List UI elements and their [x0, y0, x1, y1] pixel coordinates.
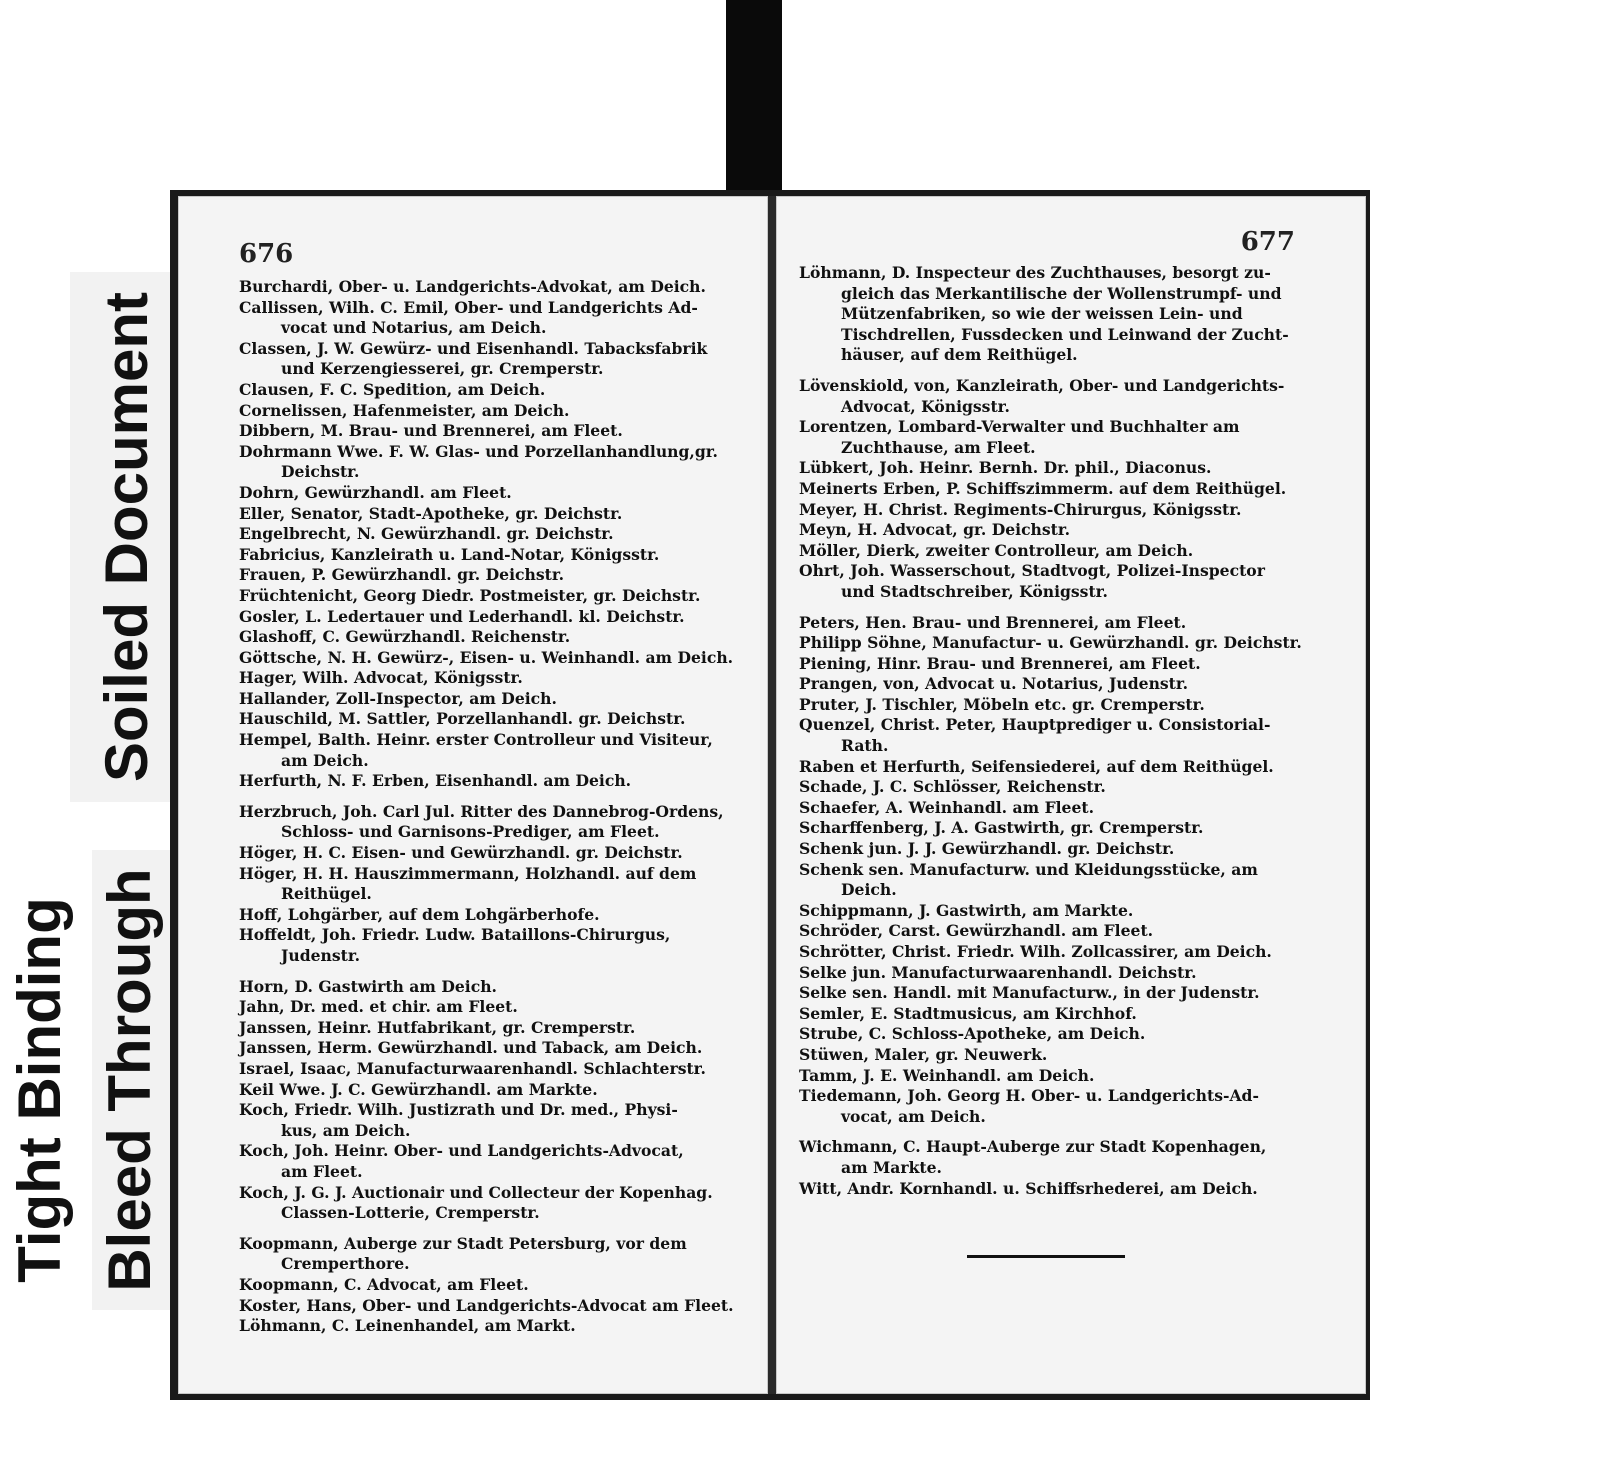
entry-continuation-line: Cremperthore. [281, 1254, 410, 1274]
entry-line: Piening, Hinr. Brau- und Brennerei, am Fleet. [799, 653, 1201, 673]
entry-line: Schenk jun. J. J. Gewürzhandl. gr. Deichstr. [799, 839, 1175, 859]
directory-entry [239, 1234, 749, 1275]
directory-entry [239, 607, 749, 628]
directory-entry [239, 709, 749, 730]
directory-entry [239, 565, 749, 586]
entry-continuation-line: Advocat, Königsstr. [841, 396, 1010, 416]
entry-line: Pruter, J. Tischler, Möbeln etc. gr. Cremperstr. [799, 694, 1205, 714]
entry-line: Jahn, Dr. med. et chir. am Fleet. [239, 997, 518, 1017]
entry-continuation-line: Deichstr. [281, 462, 360, 482]
directory-entry [239, 545, 749, 566]
entry-line: Janssen, Heinr. Hutfabrikant, gr. Cremperstr. [239, 1017, 636, 1037]
entry-line: Hempel, Balth. Heinr. erster Controlleur und Visiteur, [239, 730, 713, 750]
entry-line: Burchardi, Ober- u. Landgerichts-Advokat, am Deich. [239, 277, 706, 296]
directory-entry [799, 654, 1309, 675]
directory-entry [239, 771, 749, 792]
directory-entry [239, 298, 749, 339]
directory-entry [239, 339, 749, 380]
directory-entry [239, 925, 749, 966]
entry-line: Clausen, F. C. Spedition, am Deich. [239, 379, 546, 399]
entry-line: Möller, Dierk, zweiter Controlleur, am Deich. [799, 540, 1194, 560]
directory-entry [799, 963, 1309, 984]
directory-entry [239, 380, 749, 401]
entry-line: Schröder, Carst. Gewürzhandl. am Fleet. [799, 921, 1154, 941]
directory-entry [239, 997, 749, 1018]
soiled-document-stamp: Soiled Document [93, 291, 160, 783]
entry-line: Engelbrecht, N. Gewürzhandl. gr. Deichstr. [239, 524, 614, 544]
entry-line: Philipp Söhne, Manufactur- u. Gewürzhandl. gr. Deichstr. [799, 633, 1302, 653]
directory-entry [239, 442, 749, 483]
directory-entry [239, 843, 749, 864]
entry-continuation-line: vocat und Notarius, am Deich. [281, 318, 547, 338]
directory-entry [799, 942, 1309, 963]
entry-continuation-line: Classen-Lotterie, Cremperstr. [281, 1203, 540, 1223]
directory-entry [799, 1045, 1309, 1066]
entry-line: Dohrn, Gewürzhandl. am Fleet. [239, 482, 512, 502]
directory-entry [239, 627, 749, 648]
entry-line: Wichmann, C. Haupt-Auberge zur Stadt Kopenhagen, [799, 1137, 1267, 1157]
entry-line: Lübkert, Joh. Heinr. Bernh. Dr. phil., Diaconus. [799, 458, 1212, 478]
entry-line: Schenk sen. Manufacturw. und Kleidungsstücke, am [799, 859, 1258, 879]
entry-continuation-line: und Stadtschreiber, Königsstr. [841, 581, 1108, 601]
entry-line: Hauschild, M. Sattler, Porzellanhandl. gr. Deichstr. [239, 709, 686, 729]
directory-entry [239, 905, 749, 926]
entry-line: Meyn, H. Advocat, gr. Deichstr. [799, 520, 1071, 540]
entry-line: Koopmann, Auberge zur Stadt Petersburg, vor dem [239, 1233, 687, 1253]
entry-line: Lövenskiold, von, Kanzleirath, Ober- und Landgerichts- [799, 375, 1285, 395]
entry-line: Prangen, von, Advocat u. Notarius, Judenstr. [799, 674, 1189, 694]
directory-entries [799, 263, 1309, 1199]
entry-line: Semler, E. Stadtmusicus, am Kirchhof. [799, 1003, 1137, 1023]
entry-line: Herfurth, N. F. Erben, Eisenhandl. am Deich. [239, 771, 632, 791]
directory-entry [239, 1141, 749, 1182]
directory-entry [799, 777, 1309, 798]
directory-entry [799, 901, 1309, 922]
directory-entry [239, 1316, 749, 1337]
entry-line: Koster, Hans, Ober- und Landgerichts-Advocat am Fleet. [239, 1295, 734, 1315]
directory-entry [799, 417, 1309, 458]
entry-continuation-line: Reithügel. [281, 884, 372, 904]
entry-line: Dibbern, M. Brau- und Brennerei, am Fleet. [239, 421, 623, 441]
directory-entry [799, 1024, 1309, 1045]
directory-entry [799, 715, 1309, 756]
entry-line: Schade, J. C. Schlösser, Reichenstr. [799, 777, 1106, 797]
entry-continuation-line: am Fleet. [281, 1161, 363, 1181]
entry-line: Keil Wwe. J. C. Gewürzhandl. am Markte. [239, 1079, 598, 1099]
entry-continuation-line: Mützenfabriken, so wie der weissen Lein- und [841, 304, 1243, 324]
entry-line: Koopmann, C. Advocat, am Fleet. [239, 1274, 529, 1294]
entry-line: Cornelissen, Hafenmeister, am Deich. [239, 400, 570, 420]
directory-entry [799, 263, 1309, 366]
directory-entry [799, 1086, 1309, 1127]
entry-continuation-line: Tischdrellen, Fussdecken und Leinwand der Zucht- [841, 324, 1289, 344]
entry-line: Höger, H. C. Eisen- und Gewürzhandl. gr. Deichstr. [239, 843, 683, 863]
entry-line: Dohrmann Wwe. F. W. Glas- und Porzellanhandlung,gr. [239, 441, 718, 461]
entry-continuation-line: Schloss- und Garnisons-Prediger, am Fleet. [281, 822, 660, 842]
entry-continuation-line: häuser, auf dem Reithügel. [841, 345, 1078, 365]
end-rule [967, 1255, 1125, 1258]
binding-bar [726, 0, 782, 200]
entry-line: Schrötter, Christ. Friedr. Wilh. Zollcassirer, am Deich. [799, 942, 1272, 961]
directory-entry [799, 458, 1309, 479]
entry-line: Tiedemann, Joh. Georg H. Ober- u. Landgerichts-Ad- [799, 1086, 1259, 1106]
entry-line: Göttsche, N. H. Gewürz-, Eisen- u. Weinhandl. am Deich. [239, 647, 734, 667]
directory-entry [239, 730, 749, 771]
directory-entry [799, 500, 1309, 521]
entry-continuation-line: kus, am Deich. [281, 1120, 411, 1140]
directory-entry [799, 1066, 1309, 1087]
entry-line: Selke sen. Handl. mit Manufacturw., in der Judenstr. [799, 983, 1260, 1003]
entry-line: Stüwen, Maler, gr. Neuwerk. [799, 1044, 1048, 1064]
directory-entry [239, 1275, 749, 1296]
entry-line: Gosler, L. Ledertauer und Lederhandl. kl. Deichstr. [239, 606, 685, 626]
directory-entries [239, 277, 749, 1337]
directory-entry [239, 483, 749, 504]
entry-continuation-line: am Markte. [841, 1157, 942, 1177]
directory-entry [239, 277, 749, 298]
directory-entry [799, 798, 1309, 819]
directory-entry [799, 1137, 1309, 1178]
entry-line: Schaefer, A. Weinhandl. am Fleet. [799, 797, 1095, 817]
entry-line: Koch, Joh. Heinr. Ober- und Landgerichts-Advocat, [239, 1141, 684, 1161]
directory-entry [239, 586, 749, 607]
directory-entry [799, 1179, 1309, 1200]
entry-line: Fabricius, Kanzleirath u. Land-Notar, Königsstr. [239, 544, 660, 564]
directory-entry [239, 1100, 749, 1141]
entry-line: Glashoff, C. Gewürzhandl. Reichenstr. [239, 627, 571, 647]
directory-entry [239, 1018, 749, 1039]
bleed-through-stamp: Bleed Through [96, 868, 163, 1292]
directory-entry [239, 421, 749, 442]
entry-line: Peters, Hen. Brau- und Brennerei, am Fleet. [799, 612, 1187, 632]
entry-line: Herzbruch, Joh. Carl Jul. Ritter des Dannebrog-Ordens, [239, 801, 724, 821]
entry-line: Frauen, P. Gewürzhandl. gr. Deichstr. [239, 565, 565, 585]
entry-line: Callissen, Wilh. C. Emil, Ober- und Landgerichts Ad- [239, 297, 698, 317]
entry-line: Witt, Andr. Kornhandl. u. Schiffsrhederei, am Deich. [799, 1178, 1258, 1198]
entry-line: Meyer, H. Christ. Regiments-Chirurgus, Königsstr. [799, 499, 1242, 519]
entry-line: Koch, J. G. J. Auctionair und Collecteur der Kopenhag. [239, 1182, 713, 1202]
entry-line: Schippmann, J. Gastwirth, am Markte. [799, 900, 1134, 920]
entry-line: Hallander, Zoll-Inspector, am Deich. [239, 688, 557, 708]
directory-entry [799, 613, 1309, 634]
directory-entry [799, 376, 1309, 417]
entry-line: Früchtenicht, Georg Diedr. Postmeister, gr. Deichstr. [239, 585, 701, 605]
directory-entry [239, 504, 749, 525]
entry-continuation-line: gleich das Merkantilische der Wollenstrumpf- und [841, 283, 1282, 303]
directory-entry [239, 864, 749, 905]
entry-continuation-line: am Deich. [281, 750, 369, 770]
directory-entry [239, 977, 749, 998]
directory-entry [799, 983, 1309, 1004]
entry-line: Eller, Senator, Stadt-Apotheke, gr. Deichstr. [239, 503, 623, 523]
directory-entry [799, 1004, 1309, 1025]
entry-line: Strube, C. Schloss-Apotheke, am Deich. [799, 1024, 1146, 1044]
directory-entry [239, 668, 749, 689]
directory-entry [799, 757, 1309, 778]
directory-entry [799, 839, 1309, 860]
directory-entry [239, 1183, 749, 1224]
directory-entry [239, 1080, 749, 1101]
directory-entry [799, 674, 1309, 695]
directory-entry [799, 561, 1309, 602]
entry-continuation-line: Rath. [841, 736, 889, 756]
directory-entry [799, 921, 1309, 942]
entry-continuation-line: Zuchthause, am Fleet. [841, 437, 1036, 457]
entry-line: Löhmann, C. Leinenhandel, am Markt. [239, 1316, 576, 1336]
gutter [768, 196, 776, 1394]
entry-continuation-line: Judenstr. [281, 946, 361, 965]
entry-line: Höger, H. H. Hauszimmermann, Holzhandl. auf dem [239, 863, 697, 883]
entry-line: Raben et Herfurth, Seifensiederei, auf dem Reithügel. [799, 756, 1274, 776]
entry-line: Meinerts Erben, P. Schiffszimmerm. auf dem Reithügel. [799, 478, 1287, 498]
entry-line: Ohrt, Joh. Wasserschout, Stadtvogt, Polizei-Inspector [799, 561, 1265, 581]
directory-entry [799, 479, 1309, 500]
directory-entry [239, 1296, 749, 1317]
directory-entry [239, 648, 749, 669]
entry-line: Horn, D. Gastwirth am Deich. [239, 976, 497, 996]
entry-continuation-line: und Kerzengiesserei, gr. Cremperstr. [281, 359, 604, 379]
directory-entry [799, 695, 1309, 716]
directory-entry [799, 818, 1309, 839]
left-page [178, 196, 768, 1394]
entry-line: Janssen, Herm. Gewürzhandl. und Taback, am Deich. [239, 1038, 703, 1058]
entry-line: Hoff, Lohgärber, auf dem Lohgärberhofe. [239, 904, 600, 924]
directory-entry [799, 860, 1309, 901]
entry-line: Koch, Friedr. Wilh. Justizrath und Dr. med., Physi- [239, 1100, 678, 1120]
entry-line: Israel, Isaac, Manufacturwaarenhandl. Schlachterstr. [239, 1058, 706, 1078]
directory-entry [799, 633, 1309, 654]
entry-continuation-line: vocat, am Deich. [841, 1106, 986, 1126]
directory-entry [799, 541, 1309, 562]
entry-line: Lorentzen, Lombard-Verwalter und Buchhalter am [799, 417, 1240, 437]
directory-entry [239, 1059, 749, 1080]
entry-line: Scharffenberg, J. A. Gastwirth, gr. Cremperstr. [799, 818, 1204, 838]
entry-line: Quenzel, Christ. Peter, Hauptprediger u. Consistorial- [799, 715, 1271, 735]
page-number: 676 [239, 239, 294, 269]
directory-entry [799, 520, 1309, 541]
entry-line: Selke jun. Manufacturwaarenhandl. Deichstr. [799, 962, 1197, 982]
tight-binding-stamp: Tight Binding [6, 897, 73, 1283]
directory-entry [239, 802, 749, 843]
entry-continuation-line: Deich. [841, 880, 897, 900]
entry-line: Tamm, J. E. Weinhandl. am Deich. [799, 1065, 1095, 1085]
entry-line: Classen, J. W. Gewürz- und Eisenhandl. Tabacksfabrik [239, 338, 708, 358]
directory-entry [239, 524, 749, 545]
directory-entry [239, 401, 749, 422]
entry-line: Löhmann, D. Inspecteur des Zuchthauses, besorgt zu- [799, 263, 1271, 282]
entry-line: Hager, Wilh. Advocat, Königsstr. [239, 668, 523, 688]
directory-entry [239, 689, 749, 710]
directory-entry [239, 1038, 749, 1059]
page-number: 677 [1240, 227, 1295, 257]
entry-line: Hoffeldt, Joh. Friedr. Ludw. Bataillons-Chirurgus, [239, 925, 671, 945]
right-page [776, 196, 1366, 1394]
